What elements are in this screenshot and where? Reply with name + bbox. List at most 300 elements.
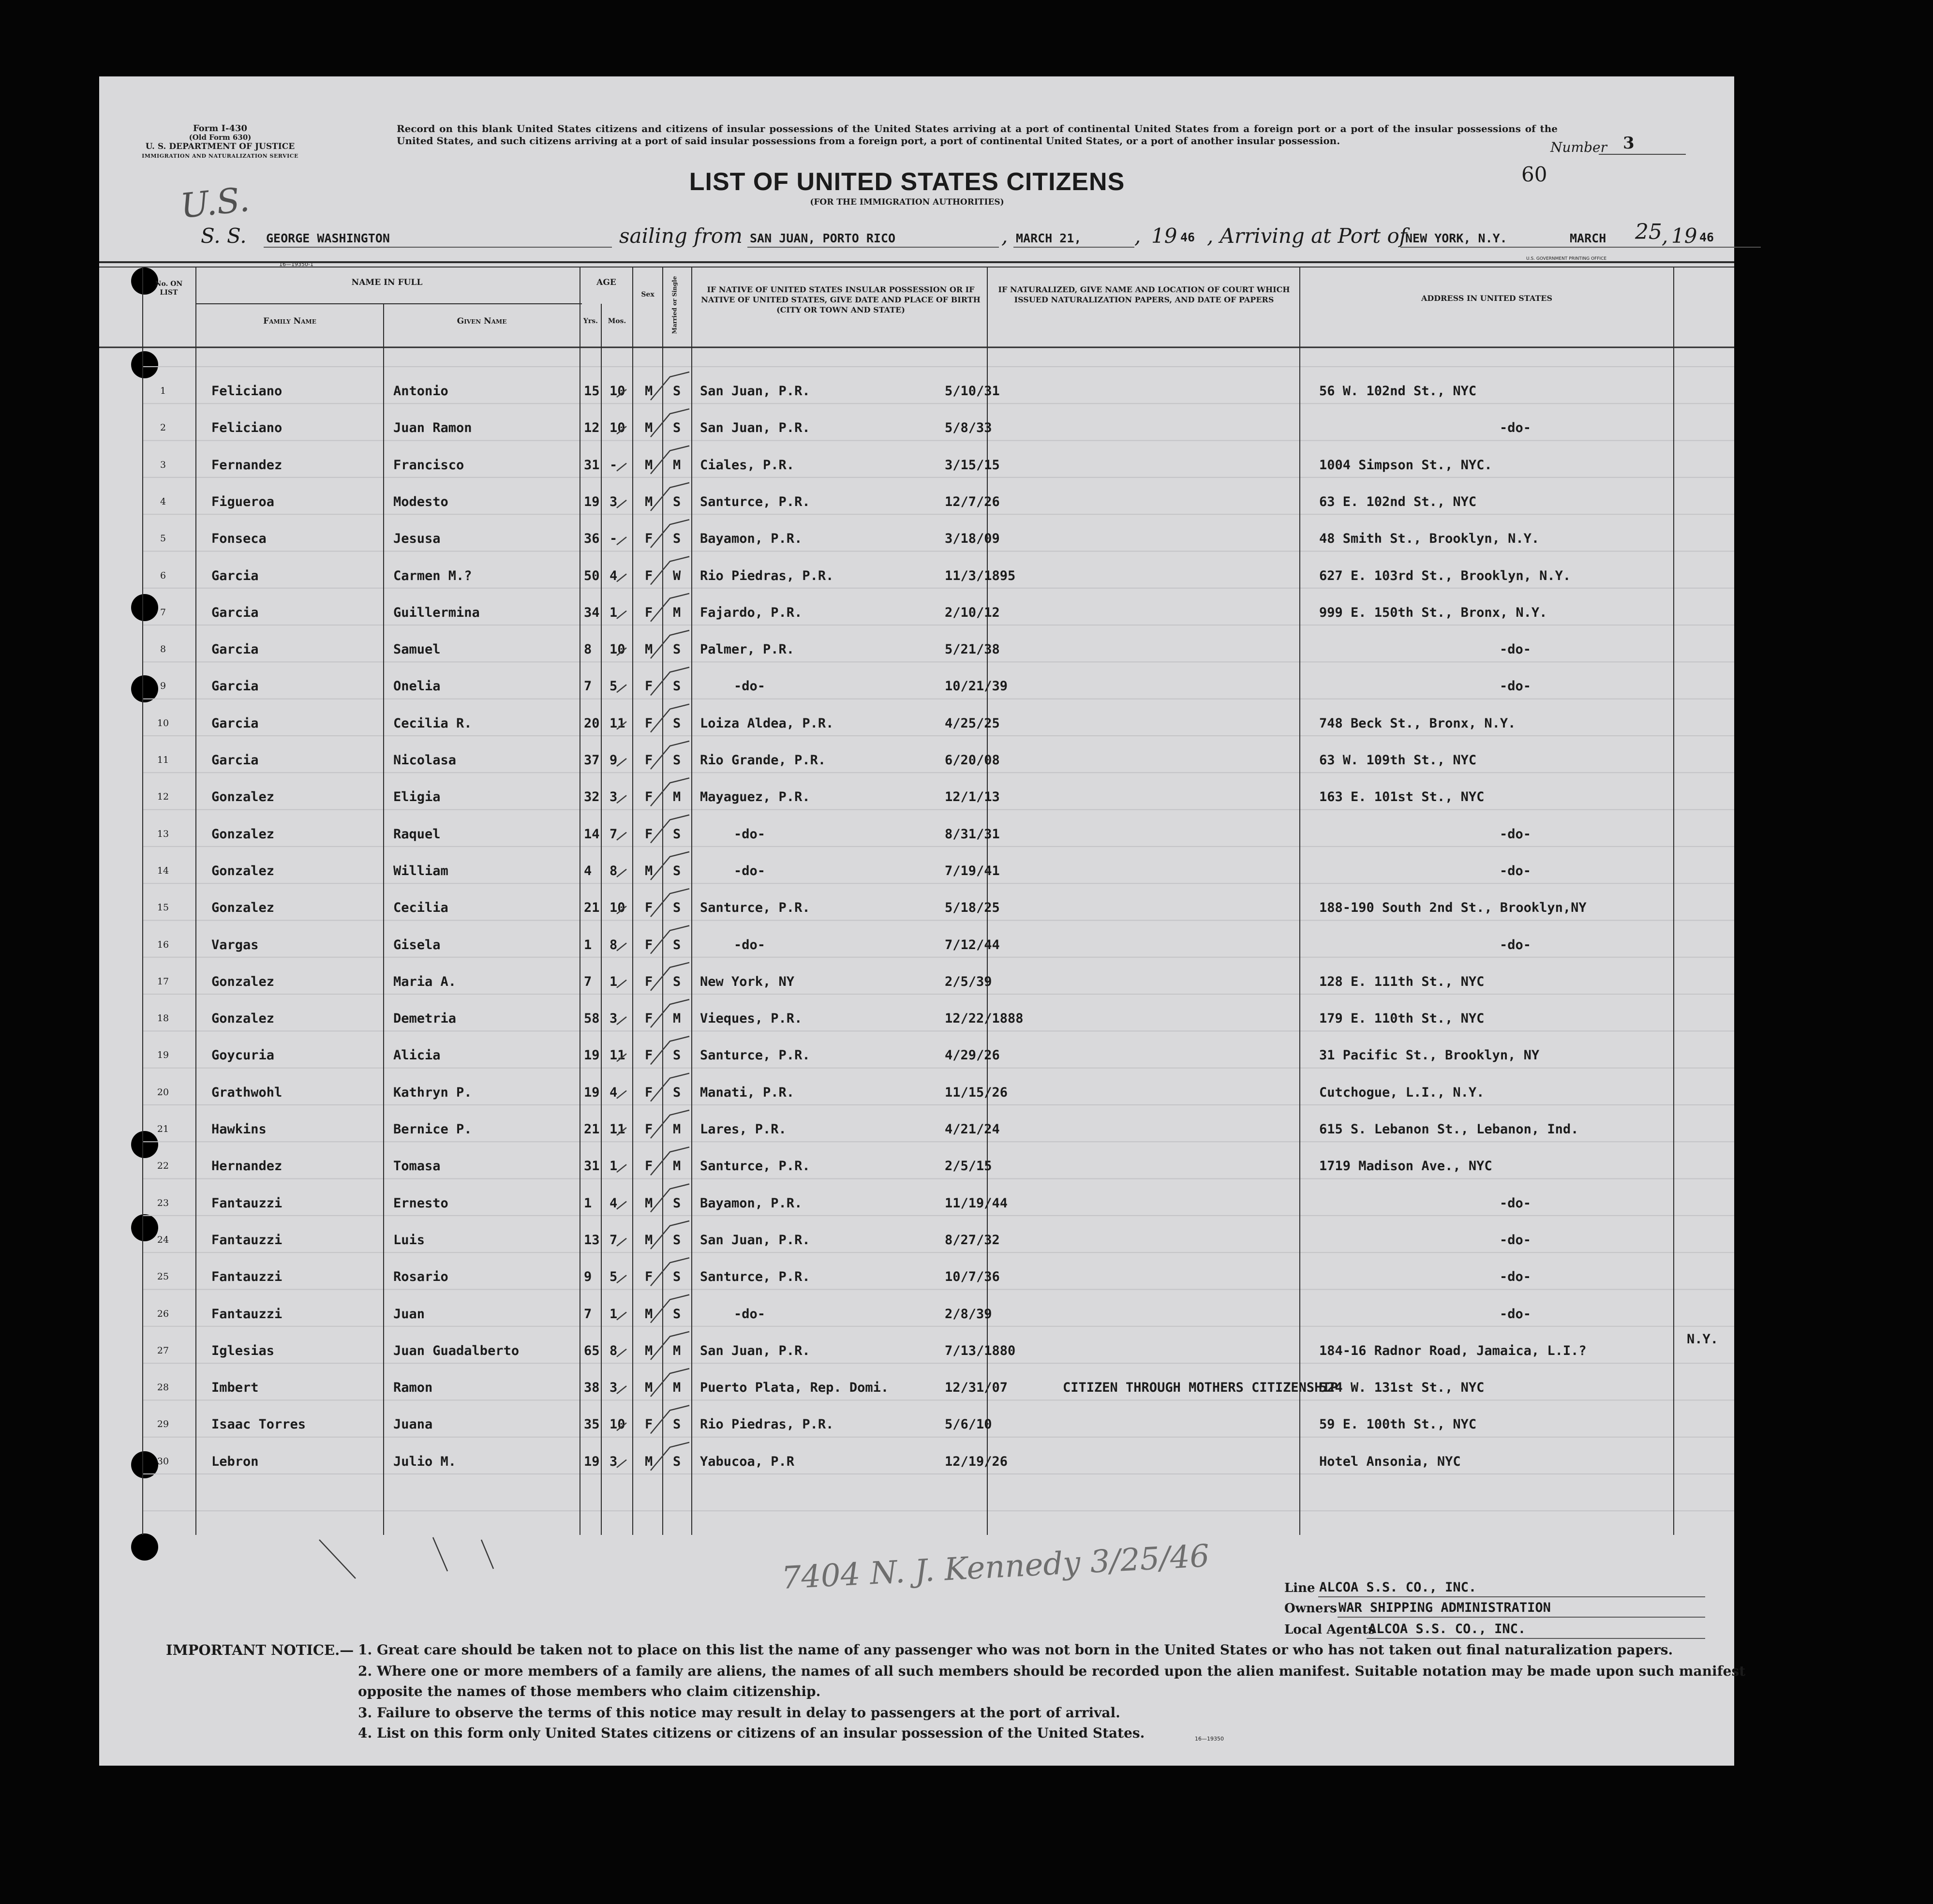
row-number: 13 bbox=[157, 828, 169, 839]
family-name: Gonzalez bbox=[211, 900, 275, 916]
row-number: 21 bbox=[157, 1124, 169, 1134]
row-number: 8 bbox=[160, 644, 166, 655]
address: -do- bbox=[1500, 826, 1532, 842]
age-months: 1 bbox=[610, 605, 618, 620]
birth-date: 7/12/44 bbox=[945, 937, 1000, 952]
given-name: Ramon bbox=[393, 1380, 433, 1396]
address: 128 E. 111th St., NYC bbox=[1319, 974, 1485, 989]
marital-status: S bbox=[673, 1232, 681, 1248]
birth-date: 10/21/39 bbox=[945, 679, 1008, 694]
given-name: William bbox=[393, 863, 448, 878]
age-months: 10 bbox=[610, 642, 625, 657]
row-number: 7 bbox=[160, 607, 166, 618]
sex: F bbox=[645, 679, 653, 694]
marital-status: S bbox=[673, 1454, 681, 1469]
age-months: 7 bbox=[610, 1232, 618, 1248]
family-name: Figueroa bbox=[211, 494, 275, 509]
age-months: 8 bbox=[610, 937, 618, 952]
age-years: 14 bbox=[584, 826, 600, 842]
address: 1004 Simpson St., NYC. bbox=[1319, 457, 1492, 473]
birth-date: 5/6/10 bbox=[945, 1417, 992, 1432]
year-from-prefix: 19 bbox=[1151, 224, 1177, 248]
row-number: 12 bbox=[157, 791, 169, 803]
age-years: 12 bbox=[584, 420, 600, 436]
sex: F bbox=[645, 789, 653, 805]
family-name: Fantauzzi bbox=[211, 1232, 283, 1248]
marital-status: S bbox=[673, 531, 681, 547]
row-number: 9 bbox=[160, 681, 166, 692]
birth-place: San Juan, P.R. bbox=[700, 384, 810, 399]
number-value: 3 bbox=[1623, 134, 1635, 153]
marital-status: S bbox=[673, 1306, 681, 1322]
line-underline bbox=[1318, 1596, 1705, 1597]
row-number: 5 bbox=[160, 533, 166, 544]
sex: M bbox=[645, 420, 653, 436]
birth-date: 2/10/12 bbox=[945, 605, 1000, 620]
sex: F bbox=[645, 1269, 653, 1285]
marital-status: S bbox=[673, 679, 681, 694]
age-months: 4 bbox=[610, 568, 618, 583]
row-number: 27 bbox=[157, 1345, 169, 1356]
birth-place: Loiza Aldea, P.R. bbox=[700, 715, 834, 731]
birth-date: 2/5/39 bbox=[945, 974, 992, 989]
to-port: NEW YORK, N.Y. bbox=[1405, 231, 1507, 245]
page-subtitle: (FOR THE IMMIGRATION AUTHORITIES) bbox=[810, 197, 1004, 207]
marital-status: S bbox=[673, 974, 681, 989]
notice-item-3: 3. Failure to observe the terms of this notice may result in delay to passengers at the port of arrival. bbox=[358, 1705, 1120, 1721]
notice-print-code: 16—19350 bbox=[1195, 1736, 1224, 1742]
agents-underline bbox=[1367, 1638, 1705, 1639]
birth-date: 7/13/1880 bbox=[945, 1343, 1016, 1358]
address: -do- bbox=[1500, 642, 1532, 657]
given-name: Kathryn P. bbox=[393, 1085, 472, 1100]
given-name: Juana bbox=[393, 1417, 433, 1432]
address-note-27: N.Y. bbox=[1687, 1332, 1719, 1347]
birth-place: Lares, P.R. bbox=[700, 1122, 787, 1137]
family-name: Feliciano bbox=[211, 420, 283, 436]
address: 627 E. 103rd St., Brooklyn, N.Y. bbox=[1319, 568, 1571, 583]
age-months: 8 bbox=[610, 863, 618, 878]
gpo-imprint: U.S. GOVERNMENT PRINTING OFFICE bbox=[1526, 256, 1607, 261]
age-months: 3 bbox=[610, 1380, 618, 1396]
marital-status: S bbox=[673, 1048, 681, 1063]
address: 163 E. 101st St., NYC bbox=[1319, 789, 1485, 805]
old-form-number: (Old Form 630) bbox=[189, 133, 252, 142]
agents-value: ALCOA S.S. CO., INC. bbox=[1368, 1621, 1526, 1636]
handwritten-prefix: U.S. bbox=[178, 179, 252, 226]
birth-place: Santurce, P.R. bbox=[700, 1269, 810, 1285]
sex: M bbox=[645, 1343, 653, 1358]
birth-date: 12/19/26 bbox=[945, 1454, 1008, 1469]
birth-date: 12/7/26 bbox=[945, 494, 1000, 509]
family-name: Hawkins bbox=[211, 1122, 267, 1137]
row-number: 1 bbox=[160, 386, 166, 396]
owners-underline bbox=[1338, 1617, 1705, 1618]
family-name: Fantauzzi bbox=[211, 1306, 283, 1322]
header-naturalized: IF NATURALIZED, GIVE NAME AND LOCATION OF COURT WHICH ISSUED NATURALIZATION PAPERS, AND DATE OF PAPERS bbox=[998, 285, 1290, 304]
header-mos: Mos. bbox=[608, 317, 626, 325]
given-name: Ernesto bbox=[393, 1195, 448, 1211]
address: 63 E. 102nd St., NYC bbox=[1319, 494, 1477, 509]
birth-date: 4/21/24 bbox=[945, 1122, 1000, 1137]
marital-status: M bbox=[673, 605, 681, 620]
age-years: 8 bbox=[584, 642, 592, 657]
form-number: Form I-430 bbox=[193, 123, 248, 134]
birth-place: Manati, P.R. bbox=[700, 1085, 795, 1100]
given-name: Demetria bbox=[393, 1011, 457, 1026]
age-years: 1 bbox=[584, 937, 592, 952]
given-name: Juan bbox=[393, 1306, 425, 1322]
given-name: Nicolasa bbox=[393, 753, 457, 768]
birth-place: New York, NY bbox=[700, 974, 795, 989]
address: -do- bbox=[1500, 1269, 1532, 1285]
given-name: Antonio bbox=[393, 384, 448, 399]
marital-status: S bbox=[673, 715, 681, 731]
notice-heading: IMPORTANT NOTICE.— bbox=[166, 1642, 354, 1658]
birth-place: Fajardo, P.R. bbox=[700, 605, 803, 620]
age-months: 1 bbox=[610, 1306, 618, 1322]
address: 179 E. 110th St., NYC bbox=[1319, 1011, 1485, 1026]
sailing-label: sailing from bbox=[619, 224, 743, 248]
birth-place: Palmer, P.R. bbox=[700, 642, 795, 657]
birth-date: 11/19/44 bbox=[945, 1195, 1008, 1211]
age-months: 11 bbox=[610, 1122, 625, 1137]
given-name: Gisela bbox=[393, 937, 441, 952]
sex: M bbox=[645, 1195, 653, 1211]
sex: M bbox=[645, 863, 653, 878]
birth-place: Santurce, P.R. bbox=[700, 494, 810, 509]
birth-date: 5/18/25 bbox=[945, 900, 1000, 916]
marital-status: M bbox=[673, 457, 681, 473]
birth-place: Santurce, P.R. bbox=[700, 1048, 810, 1063]
birth-place: Vieques, P.R. bbox=[700, 1011, 803, 1026]
family-name: Garcia bbox=[211, 753, 259, 768]
marital-status: S bbox=[673, 900, 681, 916]
given-name: Carmen M.? bbox=[393, 568, 472, 583]
birth-place: San Juan, P.R. bbox=[700, 420, 810, 436]
marital-status: S bbox=[673, 937, 681, 952]
arriving-label: , Arriving at Port of bbox=[1207, 224, 1407, 248]
header-address: ADDRESS IN UNITED STATES bbox=[1421, 294, 1553, 303]
service-name: IMMIGRATION AND NATURALIZATION SERVICE bbox=[142, 153, 298, 159]
sex: F bbox=[645, 1085, 653, 1100]
family-name: Gonzalez bbox=[211, 826, 275, 842]
header-birth: IF NATIVE OF UNITED STATES INSULAR POSSESSION OR IF NATIVE OF UNITED STATES, GIVE DATE AND PLACE OF BIRTH (CITY OR TOWN AND STATE) bbox=[701, 285, 981, 314]
sex: M bbox=[645, 384, 653, 399]
address: -do- bbox=[1500, 420, 1532, 436]
ship-name: GEORGE WASHINGTON bbox=[266, 231, 390, 245]
marital-status: S bbox=[673, 826, 681, 842]
row-number: 11 bbox=[157, 755, 169, 765]
age-months: 4 bbox=[610, 1085, 618, 1100]
date-to-month: MARCH bbox=[1570, 231, 1606, 245]
family-name: Goycuria bbox=[211, 1048, 275, 1063]
address: 184-16 Radnor Road, Jamaica, L.I.? bbox=[1319, 1343, 1587, 1358]
record-instructions: Record on this blank United States citizens and citizens of insular possessions of the United States arriving at a port of continental United States from a foreign port or a port of the insular possessions of the United States, and such citizens arriving at a port of said insular possessions from a foreign port, a port of continental United States, or a port of another insular possession. bbox=[397, 123, 1558, 147]
age-months: 1 bbox=[610, 974, 618, 989]
age-months: 7 bbox=[610, 826, 618, 842]
marital-status: W bbox=[673, 568, 681, 583]
sex: F bbox=[645, 1417, 653, 1432]
header-given-name: Given Name bbox=[457, 316, 507, 326]
family-name: Fantauzzi bbox=[211, 1195, 283, 1211]
header-sex: Sex bbox=[641, 291, 654, 298]
marital-status: M bbox=[673, 1122, 681, 1137]
address: -do- bbox=[1500, 1232, 1532, 1248]
sex: F bbox=[645, 1159, 653, 1174]
birth-date: 8/31/31 bbox=[945, 826, 1000, 842]
age-years: 7 bbox=[584, 679, 592, 694]
family-name: Gonzalez bbox=[211, 974, 275, 989]
birth-date: 3/18/09 bbox=[945, 531, 1000, 547]
family-name: Gonzalez bbox=[211, 1011, 275, 1026]
header-family-name: Family Name bbox=[263, 316, 316, 326]
comma-2: , bbox=[1134, 224, 1141, 248]
notice-item-1: 1. Great care should be taken not to place on this list the name of any passenger who was not born in the United States or who has not taken out final naturalization papers. bbox=[358, 1642, 1673, 1658]
stray-pen-strokes bbox=[99, 76, 1734, 1624]
comma-1: , bbox=[1001, 224, 1008, 248]
sex: M bbox=[645, 494, 653, 509]
notice-item-4: 4. List on this form only United States citizens or citizens of an insular possession of the United States. bbox=[358, 1725, 1145, 1741]
given-name: Guillermina bbox=[393, 605, 480, 620]
given-name: Luis bbox=[393, 1232, 425, 1248]
family-name: Isaac Torres bbox=[211, 1417, 306, 1432]
address: 748 Beck St., Bronx, N.Y. bbox=[1319, 715, 1516, 731]
notice-item-2: 2. Where one or more members of a family are aliens, the names of all such members should be recorded upon the alien manifest. Suitable notation may be made upon such manifest opposite the names of those members who claim citizenship. bbox=[358, 1663, 1746, 1699]
family-name: Garcia bbox=[211, 605, 259, 620]
sex: F bbox=[645, 900, 653, 916]
row-number: 17 bbox=[157, 976, 169, 987]
comma-3: , bbox=[1662, 224, 1668, 248]
address: -do- bbox=[1500, 1306, 1532, 1322]
age-months: 3 bbox=[610, 789, 618, 805]
row-number: 19 bbox=[157, 1050, 169, 1061]
birth-date: 5/10/31 bbox=[945, 384, 1000, 399]
naturalization-note: CITIZEN THROUGH MOTHERS CITIZENSHIP bbox=[1063, 1380, 1338, 1396]
row-number: 25 bbox=[157, 1271, 169, 1282]
age-years: 20 bbox=[584, 715, 600, 731]
marital-status: S bbox=[673, 1085, 681, 1100]
age-years: 9 bbox=[584, 1269, 592, 1285]
given-name: Bernice P. bbox=[393, 1122, 472, 1137]
marital-status: M bbox=[673, 1380, 681, 1396]
owners-value: WAR SHIPPING ADMINISTRATION bbox=[1338, 1600, 1551, 1615]
given-name: Raquel bbox=[393, 826, 441, 842]
birth-date: 2/8/39 bbox=[945, 1306, 992, 1322]
year-to-prefix: 19 bbox=[1671, 224, 1697, 248]
address: -do- bbox=[1500, 937, 1532, 952]
row-number: 18 bbox=[157, 1013, 169, 1024]
address: 1719 Madison Ave., NYC bbox=[1319, 1159, 1492, 1174]
age-years: 13 bbox=[584, 1232, 600, 1248]
address: 188-190 South 2nd St., Brooklyn,NY bbox=[1319, 900, 1587, 916]
header-name-in-full: NAME IN FULL bbox=[351, 278, 423, 287]
header-no-on-list: No. ON LIST bbox=[155, 280, 183, 297]
birth-date: 3/15/15 bbox=[945, 457, 1000, 473]
family-name: Garcia bbox=[211, 568, 259, 583]
given-name: Alicia bbox=[393, 1048, 441, 1063]
birth-place: -do- bbox=[734, 863, 766, 878]
given-name: Cecilia R. bbox=[393, 715, 472, 731]
sex: F bbox=[645, 753, 653, 768]
row-number: 15 bbox=[157, 902, 169, 913]
age-months: 11 bbox=[610, 1048, 625, 1063]
birth-place: San Juan, P.R. bbox=[700, 1232, 810, 1248]
given-name: Rosario bbox=[393, 1269, 448, 1285]
sex: M bbox=[645, 1232, 653, 1248]
marital-status: M bbox=[673, 789, 681, 805]
sex: F bbox=[645, 531, 653, 547]
birth-date: 10/7/36 bbox=[945, 1269, 1000, 1285]
family-name: Garcia bbox=[211, 642, 259, 657]
row-number: 16 bbox=[157, 939, 169, 950]
birth-date: 7/19/41 bbox=[945, 863, 1000, 878]
marital-status: S bbox=[673, 642, 681, 657]
address: 59 E. 100th St., NYC bbox=[1319, 1417, 1477, 1432]
line-value: ALCOA S.S. CO., INC. bbox=[1319, 1580, 1477, 1595]
age-years: 36 bbox=[584, 531, 600, 547]
age-months: 4 bbox=[610, 1195, 618, 1211]
ss-label: S. S. bbox=[201, 224, 247, 248]
birth-place: -do- bbox=[734, 679, 766, 694]
row-number: 22 bbox=[157, 1160, 169, 1172]
family-name: Gonzalez bbox=[211, 789, 275, 805]
given-name: Juan Guadalberto bbox=[393, 1343, 520, 1358]
row-number: 14 bbox=[157, 865, 169, 876]
marital-status: S bbox=[673, 1417, 681, 1432]
birth-place: Santurce, P.R. bbox=[700, 900, 810, 916]
birth-place: Yabucoa, P.R bbox=[700, 1454, 795, 1469]
family-name: Vargas bbox=[211, 937, 259, 952]
page-title: LIST OF UNITED STATES CITIZENS bbox=[689, 168, 1125, 196]
birth-date: 11/3/1895 bbox=[945, 568, 1016, 583]
marital-status: M bbox=[673, 1159, 681, 1174]
age-months: 10 bbox=[610, 420, 625, 436]
year-from: 46 bbox=[1180, 230, 1195, 244]
given-name: Samuel bbox=[393, 642, 441, 657]
owners-label: Owners bbox=[1284, 1601, 1337, 1616]
row-number: 20 bbox=[157, 1086, 169, 1098]
age-months: 10 bbox=[610, 1417, 625, 1432]
row-number: 30 bbox=[157, 1456, 169, 1467]
birth-date: 11/15/26 bbox=[945, 1085, 1008, 1100]
row-number: 6 bbox=[160, 570, 166, 581]
age-months: 3 bbox=[610, 1454, 618, 1469]
age-months: 9 bbox=[610, 753, 618, 768]
address: -do- bbox=[1500, 679, 1532, 694]
row-number: 24 bbox=[157, 1234, 169, 1245]
family-name: Garcia bbox=[211, 715, 259, 731]
marital-status: M bbox=[673, 1343, 681, 1358]
manifest-sheet bbox=[99, 76, 1746, 1766]
age-years: 21 bbox=[584, 900, 600, 916]
birth-place: Bayamon, P.R. bbox=[700, 1195, 803, 1211]
birth-place: Santurce, P.R. bbox=[700, 1159, 810, 1174]
row-number: 10 bbox=[157, 717, 169, 729]
birth-date: 2/5/15 bbox=[945, 1159, 992, 1174]
address: 63 W. 109th St., NYC bbox=[1319, 753, 1477, 768]
age-years: 15 bbox=[584, 384, 600, 399]
given-name: Francisco bbox=[393, 457, 464, 473]
age-years: 31 bbox=[584, 1159, 600, 1174]
birth-date: 8/27/32 bbox=[945, 1232, 1000, 1248]
row-number: 3 bbox=[160, 459, 166, 470]
sex: F bbox=[645, 568, 653, 583]
family-name: Fonseca bbox=[211, 531, 267, 547]
marital-status: S bbox=[673, 753, 681, 768]
birth-place: -do- bbox=[734, 1306, 766, 1322]
address: -do- bbox=[1500, 1195, 1532, 1211]
sex: M bbox=[645, 457, 653, 473]
sex: F bbox=[645, 937, 653, 952]
family-name: Fantauzzi bbox=[211, 1269, 283, 1285]
given-name: Tomasa bbox=[393, 1159, 441, 1174]
given-name: Cecilia bbox=[393, 900, 448, 916]
age-years: 34 bbox=[584, 605, 600, 620]
birth-date: 5/21/38 bbox=[945, 642, 1000, 657]
age-years: 7 bbox=[584, 1306, 592, 1322]
department-name: U. S. DEPARTMENT OF JUSTICE bbox=[145, 142, 295, 151]
given-name: Modesto bbox=[393, 494, 448, 509]
address: -do- bbox=[1500, 863, 1532, 878]
age-months: 5 bbox=[610, 679, 618, 694]
family-name: Iglesias bbox=[211, 1343, 275, 1358]
birth-place: -do- bbox=[734, 826, 766, 842]
marital-status: S bbox=[673, 1195, 681, 1211]
header-married: Married or Single bbox=[671, 276, 678, 334]
marital-status: S bbox=[673, 1269, 681, 1285]
age-years: 37 bbox=[584, 753, 600, 768]
age-months: - bbox=[610, 457, 618, 473]
age-months: - bbox=[610, 531, 618, 547]
family-name: Feliciano bbox=[211, 384, 283, 399]
age-years: 7 bbox=[584, 974, 592, 989]
from-port: SAN JUAN, PORTO RICO bbox=[750, 231, 896, 245]
family-name: Lebron bbox=[211, 1454, 259, 1469]
row-number: 28 bbox=[157, 1382, 169, 1393]
marital-status: S bbox=[673, 384, 681, 399]
header-yrs: Yrs. bbox=[583, 317, 598, 325]
birth-place: Puerto Plata, Rep. Domi. bbox=[700, 1380, 889, 1396]
age-years: 35 bbox=[584, 1417, 600, 1432]
birth-place: Rio Grande, P.R. bbox=[700, 753, 826, 768]
address: 56 W. 102nd St., NYC bbox=[1319, 384, 1477, 399]
age-months: 10 bbox=[610, 900, 625, 916]
agents-label: Local Agents bbox=[1284, 1622, 1375, 1637]
row-number: 26 bbox=[157, 1308, 169, 1319]
given-name: Juan Ramon bbox=[393, 420, 472, 436]
age-years: 19 bbox=[584, 1454, 600, 1469]
row-number: 4 bbox=[160, 496, 166, 507]
row-number: 2 bbox=[160, 422, 166, 433]
age-years: 31 bbox=[584, 457, 600, 473]
age-months: 1 bbox=[610, 1159, 618, 1174]
address: Cutchogue, L.I., N.Y. bbox=[1319, 1085, 1485, 1100]
row-number: 23 bbox=[157, 1197, 169, 1208]
birth-place: Ciales, P.R. bbox=[700, 457, 795, 473]
birth-date: 12/31/07 bbox=[945, 1380, 1008, 1396]
birth-date: 6/20/08 bbox=[945, 753, 1000, 768]
given-name: Maria A. bbox=[393, 974, 457, 989]
family-name: Garcia bbox=[211, 679, 259, 694]
year-to: 46 bbox=[1699, 230, 1714, 244]
birth-place: -do- bbox=[734, 937, 766, 952]
birth-date: 12/1/13 bbox=[945, 789, 1000, 805]
marital-status: M bbox=[673, 1011, 681, 1026]
age-months: 11 bbox=[610, 715, 625, 731]
sex: F bbox=[645, 974, 653, 989]
family-name: Gonzalez bbox=[211, 863, 275, 878]
